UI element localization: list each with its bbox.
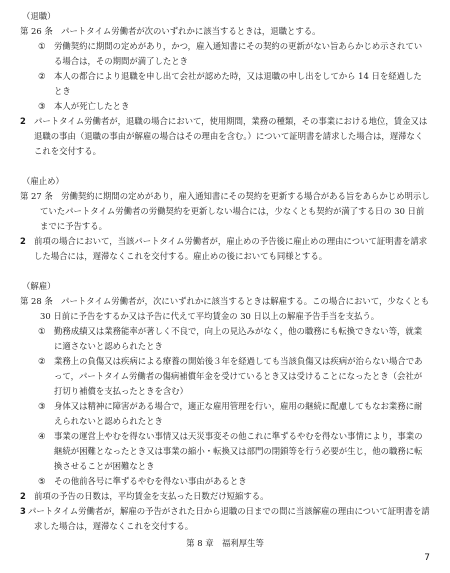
list-item xyxy=(20,99,430,114)
article-28: 第 28 条 パートタイム労働者が，次にいずれかに該当するときは解雇する。この場合において，少なくとも 30 日前に予告をするか又は予告に代えて平均賃金の 30 日以上の解雇予告手当を支払う。 xyxy=(20,296,430,321)
item-text: 業務上の負傷又は疾病による療養の開始後３年を経過しても当該負傷又は疾病が治らない場合であって，パートタイム労働者の傷病補償年金を受けているとき又は受けることになったとき（会社が打切り補償を支払ったときを含む） xyxy=(54,356,423,396)
list-item xyxy=(20,429,430,474)
item-marker: ① xyxy=(38,326,46,336)
paragraph-number: 2 xyxy=(20,491,26,501)
spacer xyxy=(20,264,430,279)
article-26: 第 26 条 パートタイム労働者が次のいずれかに該当するときは，退職とする。 xyxy=(20,26,321,36)
section-heading: （退職） xyxy=(22,11,56,21)
item-text: 本人の都合により退職を申し出て会社が認めた時，又は退職の申し出をしてから 14 日を経過したとき xyxy=(54,71,422,96)
paragraph-text: パートタイム労働者が，解雇の予告がされた日から退職の日までの間に当該解雇の理由について証明書を請求した場合は，遅滞なくこれを交付する。 xyxy=(28,506,430,531)
paragraph-text: 前項の予告の日数は，平均賃金を支払った日数だけ短縮する。 xyxy=(34,491,269,501)
article-27: 第 27 条 労働契約に期間の定めがあり，雇入通知書にその契約を更新する場合がある旨をあらかじめ明示していたパートタイム労働者の労働契約を更新しない場合には，少なくとも契約が満了する日の 30 日前までに予告する。 xyxy=(20,191,430,231)
section-retirement xyxy=(20,9,430,159)
document-body xyxy=(20,9,430,534)
paragraph-number: 3 xyxy=(20,506,26,516)
section-heading: （解雇） xyxy=(22,281,56,291)
list-item xyxy=(20,324,430,354)
item-text: 労働契約に期間の定めがあり，かつ，雇入通知書にその契約の更新がない旨あらかじめ示されている場合は，その期間が満了したとき xyxy=(54,41,423,66)
section-heading: （雇止め） xyxy=(22,176,64,186)
list-item xyxy=(20,474,430,489)
list-item xyxy=(20,354,430,399)
item-marker: ③ xyxy=(38,401,46,411)
item-marker: ① xyxy=(38,41,46,51)
paragraph-text: パートタイム労働者が，退職の場合において，使用期間，業務の種類，その事業における地位，賃金又は退職の事由（退職の事由が解雇の場合はその理由を含む。）について証明書を請求した場合は，遅滞なくこれを交付する。 xyxy=(34,116,428,156)
list-item xyxy=(20,69,430,99)
list-item xyxy=(20,39,430,69)
paragraph-2 xyxy=(20,489,430,504)
item-marker: ② xyxy=(38,356,46,366)
paragraph-number: 2 xyxy=(20,236,26,246)
item-marker: ④ xyxy=(38,431,46,441)
item-text: 身体又は精神に障害がある場合で，適正な雇用管理を行い，雇用の継続に配慮してもなお業務に耐えられないと認められたとき xyxy=(54,401,423,426)
page-number: 7 xyxy=(424,553,430,563)
section-non-renewal xyxy=(20,174,430,264)
paragraph-number: 2 xyxy=(20,116,26,126)
item-text: その他前各号に準ずるやむを得ない事由があるとき xyxy=(54,476,247,486)
section-dismissal xyxy=(20,279,430,534)
chapter-footer: 第 8 章 福利厚生等 xyxy=(186,538,264,548)
paragraph-2 xyxy=(20,234,430,264)
item-marker: ③ xyxy=(38,101,46,111)
paragraph-2 xyxy=(20,114,430,159)
item-marker: ⑤ xyxy=(38,476,46,486)
list-item xyxy=(20,399,430,429)
paragraph-text: 前項の場合において，当該パートタイム労働者が，雇止めの予告後に雇止めの理由について証明書を請求した場合には，遅滞なくこれを交付する。雇止めの後においても同様とする。 xyxy=(34,236,428,261)
item-text: 勤務成績又は業務能率が著しく不良で，向上の見込みがなく，他の職務にも転換できない等，就業に適さないと認められたとき xyxy=(54,326,423,351)
item-text: 本人が死亡したとき xyxy=(54,101,130,111)
item-marker: ② xyxy=(38,71,46,81)
item-text: 事業の運営上やむを得ない事情又は天災事変その他これに準ずるやむを得ない事情により，事業の継続が困難となったとき又は事業の縮小・転換又は部門の閉鎖等を行う必要が生じ，他の職務に転換させることが困難なとき xyxy=(54,431,423,471)
spacer xyxy=(20,159,430,174)
paragraph-3 xyxy=(20,504,430,534)
